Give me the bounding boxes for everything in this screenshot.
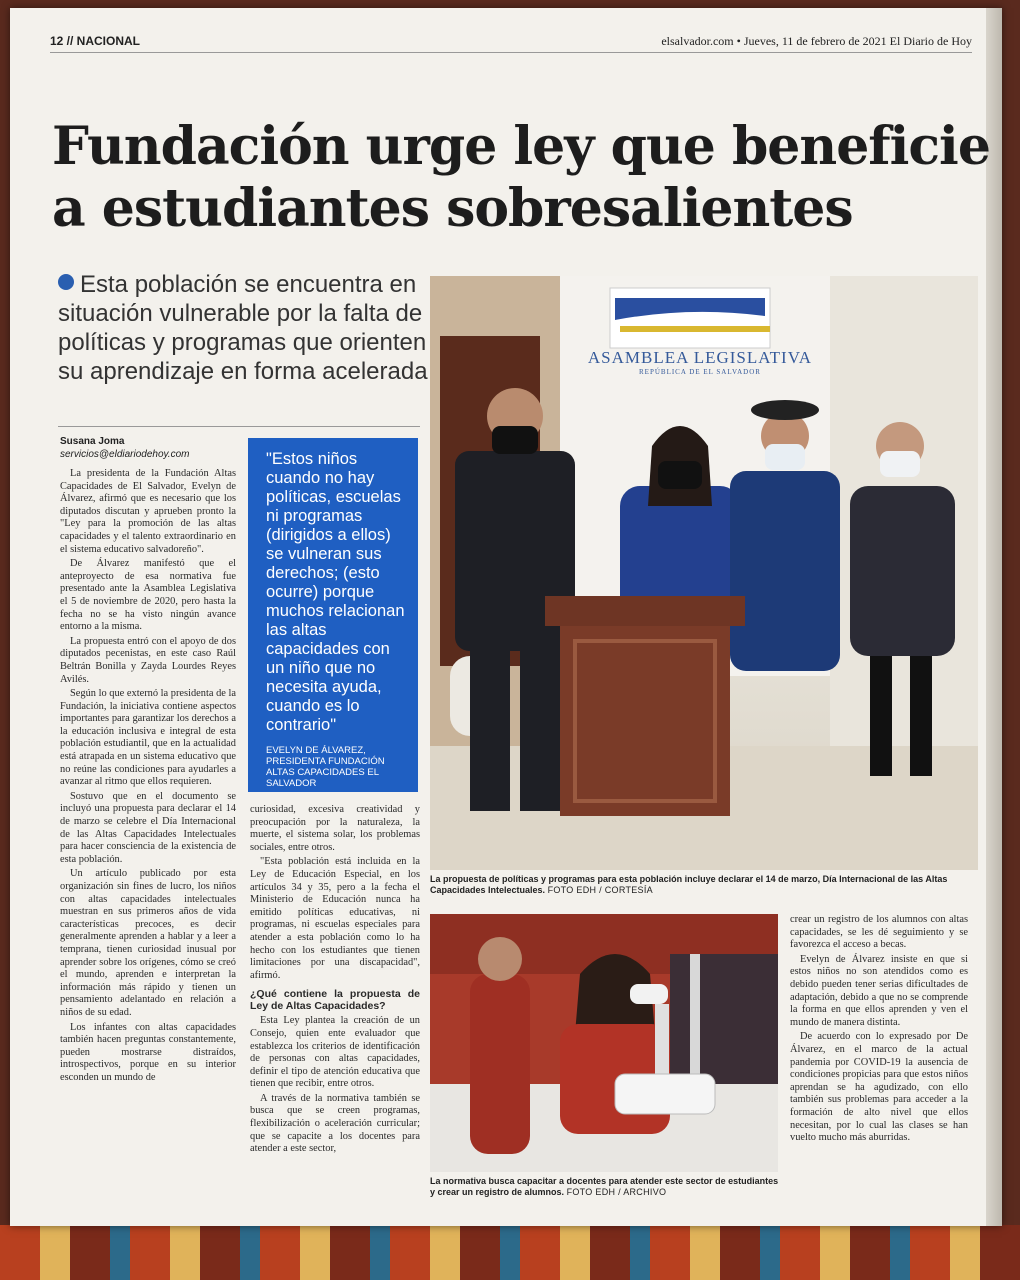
paragraph: De Álvarez manifestó que el anteproyecto de esa normativa fue presentado ante la Asamblea Legislativa el 5 de noviembre de 2020, pero hasta la fecha no se ha visto ningún avance entorno a la misma. [60,558,236,633]
bullet-icon [58,274,74,290]
student-microscope-photo [430,914,778,1172]
quote-role: PRESIDENTA FUNDACIÓN ALTAS CAPACIDADES EL SALVADOR [266,756,385,789]
quote-name: EVELYN DE ÁLVAREZ, [266,745,366,756]
newspaper-page [10,8,1002,1226]
press-conference-photo [430,276,978,870]
header-rule [50,52,972,53]
paragraph: La presidenta de la Fundación Altas Capacidades de El Salvador, Evelyn de Álvarez, afirmó que es necesario que los diputados discutan y aprueben pronto la "Ley para la promoción de las altas capacidades y el talento extraordinario en el sistema educativo salvadoreño". [60,468,236,555]
section-label: 12 // NACIONAL [50,34,141,48]
quote-attribution [266,745,406,789]
lead-rule [58,426,420,427]
dateline: elsalvador.com • Jueves, 11 de febrero de 2021 El Diario de Hoy [661,34,972,48]
paragraph: curiosidad, excesiva creatividad y preocupación por la naturaleza, la muerte, el sistema solar, los problemas sociales, entre otros. [250,804,420,853]
photo-credit: FOTO EDH / ARCHIVO [566,1187,667,1197]
photo-illustration [430,914,778,1172]
paragraph: Según lo que externó la presidenta de la Fundación, la iniciativa contiene aspectos importantes para garantizar los derechos a la educación inclusiva e integral de esta población estudiantil, que en la actualidad está atrapada en un sistema educativo que no reúne las condiciones para ayudarles a avanzar al ritmo que ellos requieren. [60,688,236,788]
lead-paragraph [58,270,428,386]
caption-text: La normativa busca capacitar a docentes para atender este sector de estudiantes y crear un registro de alumnos. [430,1176,779,1197]
page-header [50,32,972,52]
paragraph: crear un registro de los alumnos con altas capacidades, se les dé seguimiento y se favorezca el acceso a becas. [790,914,968,951]
headline: Fundación urge ley que beneficie a estudiantes sobresalientes [52,116,990,239]
paragraph: "Esta población está incluida en la Ley de Educación Especial, en los artículos 34 y 35, pero a la fecha el Ministerio de Educación nunca ha emitido políticas educativas, ni programas, ni escuelas especiales para atender a esta población como lo ha hecho con los estudiantes que tienen limitaciones por una discapacidad", afirmó. [250,856,420,981]
paragraph: Sostuvo que en el documento se incluyó una propuesta para declarar el 14 de marzo se celebre el Día Internacional de las Altas Capacidades Intelectuales para hacer consciencia de la existencia de esta población. [60,790,236,865]
caption-text: La propuesta de políticas y programas para esta población incluye declarar el 14 de marzo, Día Internacional de las Altas Capacidades Intelectuales. [430,874,948,895]
author-name: Susana Joma [60,436,125,447]
lead-text: Esta población se encuentra en situación vulnerable por la falta de políticas y programas que orienten su aprendizaje en forma acelerada [58,271,428,385]
photo2-caption [430,1176,780,1198]
paragraph: Los infantes con altas capacidades también hacen preguntas constantemente, pueden mostrarse distraídos, introspectivos, porque en su interior esconden un mundo de [60,1021,236,1083]
photo1-caption [430,874,978,896]
paragraph: De acuerdo con lo expresado por De Álvarez, en el marco de la actual pandemia por COVID-19 la ausencia de condiciones propicias para que estos niños aprendan se ha agudizado, con ello también sus problemas para acceder a la formación de alto nivel que ellos necesitan, por lo cual las clases se han vuelto mucho más aburridas. [790,1031,968,1144]
paragraph: Esta Ley plantea la creación de un Consejo, quien ente evaluador que establezca los criterios de identificación de personas con altas capacidades, definir el tipo de atención educativa que tienen que recibir, entre otros. [250,1015,420,1090]
paragraph: Evelyn de Álvarez insiste en que si estos niños no son atendidos como es debido pueden tener serias dificultades de adaptación, debido a que no se comprende la forma en que ellos aprenden y ven el mundo de manera distinta. [790,953,968,1028]
pull-quote [248,438,418,792]
article-column-2 [250,804,420,1158]
sign-subtitle: REPÚBLICA DE EL SALVADOR [639,368,761,376]
quote-text: "Estos niños cuando no hay políticas, escuelas ni programas (dirigidos a ellos) se vulneran sus derechos; (esto ocurre) porque muchos relacionan las altas capacidades con un niño que no necesita ayuda, cuando es lo contrario" [266,450,405,734]
background-rug [0,1225,1020,1280]
byline [60,436,189,460]
article-column-4 [790,914,968,1147]
sign-title: ASAMBLEA LEGISLATIVA [587,348,813,367]
article-column-1 [60,468,236,1087]
paragraph: A través de la normativa también se busca que se creen programas, flexibilización o aceleración curricular; que se capacite a los docentes para atender a este sector, [250,1092,420,1155]
author-email: servicios@eldiariodehoy.com [60,449,190,460]
paragraph: Un artículo publicado por esta organización sin fines de lucro, los niños con altas capacidades intelectuales muestran en sus primeros años de vida características precoces, es decir generalmente aprenden a hablar y a leer a temprana, tienen curiosidad inusual por aprender sobre los orígenes, cómo se creó el mundo, aprenden e interpretan la información más rápido y tienen un pensamiento adelantado en relación a niños de su edad. [60,868,236,1018]
subheading: ¿Qué contiene la propuesta de Ley de Altas Capacidades? [250,988,420,1013]
paragraph: La propuesta entró con el apoyo de dos diputados pecenistas, en este caso Raúl Beltrán Bonilla y Zayda Lourdes Reyes Avilés. [60,635,236,685]
photo-credit: FOTO EDH / CORTESÍA [547,885,653,895]
